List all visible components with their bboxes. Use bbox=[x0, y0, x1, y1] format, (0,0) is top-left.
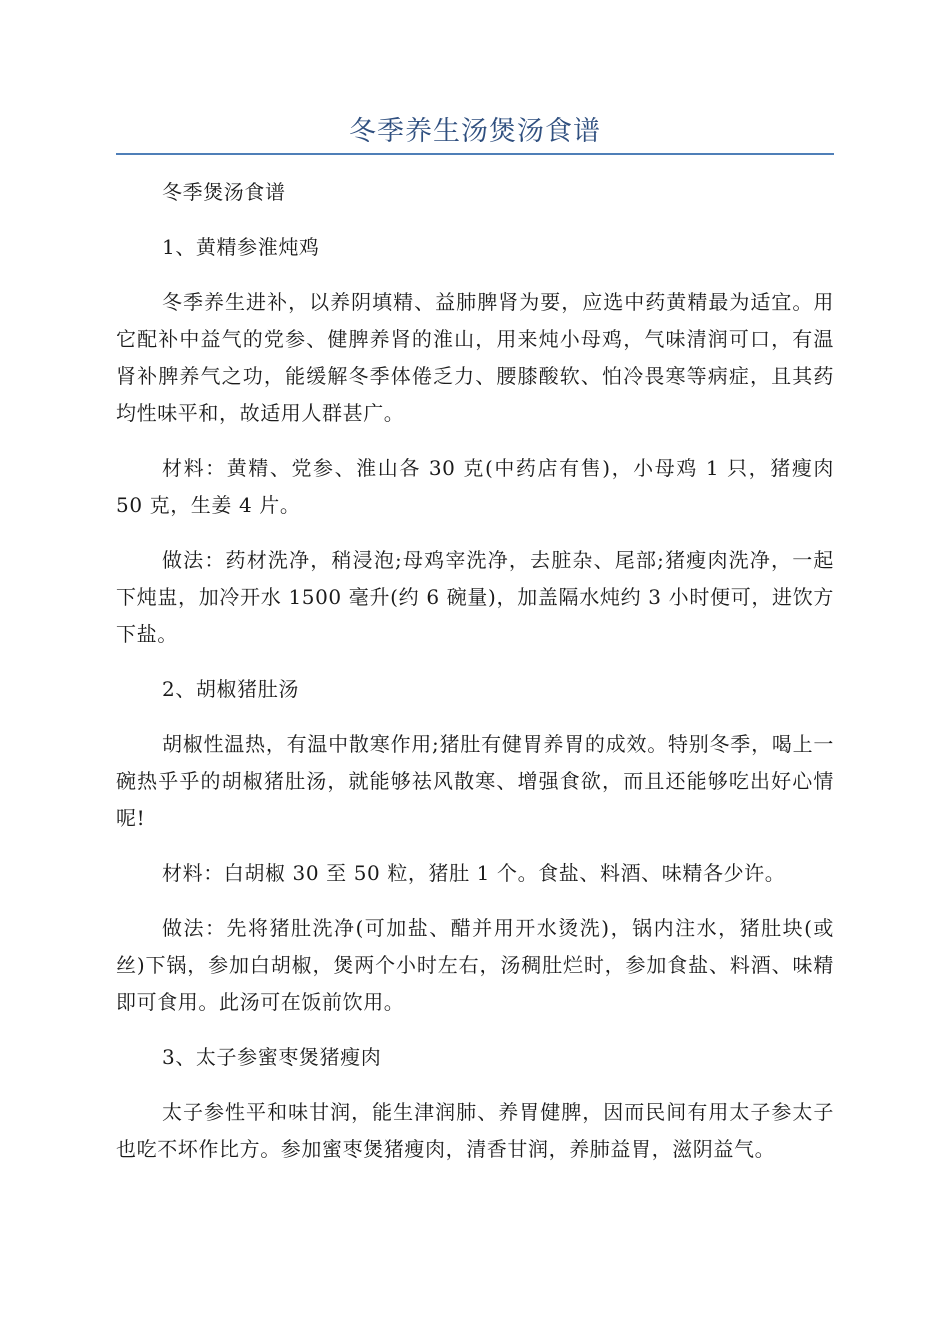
title-underline bbox=[116, 153, 834, 155]
recipe-heading-1: 1、黄精参淮炖鸡 bbox=[162, 235, 320, 259]
recipe-heading-2: 2、胡椒猪肚汤 bbox=[162, 677, 299, 701]
recipe-3-intro: 太子参性平和味甘润，能生津润肺、养胃健脾，因而民间有用太子参太子也吃不坏作比方。参加蜜枣煲猪瘦肉，清香甘润，养肺益胃，滋阴益气。 bbox=[116, 1100, 834, 1161]
recipe-1-ingredients: 材料：黄精、党参、淮山各 30 克(中药店有售)，小母鸡 1 只，猪瘦肉 50 克，生姜 4 片。 bbox=[116, 456, 834, 517]
document-title: 冬季养生汤煲汤食谱 bbox=[349, 116, 601, 147]
section-heading: 冬季煲汤食谱 bbox=[162, 180, 286, 204]
recipe-2-intro: 胡椒性温热，有温中散寒作用;猪肚有健胃养胃的成效。特别冬季，喝上一碗热乎乎的胡椒猪肚汤，就能够祛风散寒、增强食欲，而且还能够吃出好心情呢! bbox=[116, 732, 834, 830]
document-body bbox=[116, 174, 834, 1186]
recipe-heading-3: 3、太子参蜜枣煲猪瘦肉 bbox=[162, 1045, 382, 1069]
recipe-2-ingredients: 材料：白胡椒 30 至 50 粒，猪肚 1 个。食盐、料酒、味精各少许。 bbox=[162, 861, 786, 885]
recipe-1-intro: 冬季养生进补，以养阴填精、益肺脾肾为要，应选中药黄精最为适宜。用它配补中益气的党参、健脾养肾的淮山，用来炖小母鸡，气味清润可口，有温肾补脾养气之功，能缓解冬季体倦乏力、腰膝酸软、怕冷畏寒等病症，且其药均性味平和，故适用人群甚广。 bbox=[116, 290, 834, 425]
recipe-2-method: 做法：先将猪肚洗净(可加盐、醋并用开水烫洗)，锅内注水，猪肚块(或丝)下锅，参加白胡椒，煲两个小时左右，汤稠肚烂时，参加食盐、料酒、味精即可食用。此汤可在饭前饮用。 bbox=[116, 916, 834, 1014]
recipe-1-method: 做法：药材洗净，稍浸泡;母鸡宰洗净，去脏杂、尾部;猪瘦肉洗净，一起下炖盅，加冷开水 1500 毫升(约 6 碗量)，加盖隔水炖约 3 小时便可，进饮方下盐。 bbox=[116, 548, 834, 646]
